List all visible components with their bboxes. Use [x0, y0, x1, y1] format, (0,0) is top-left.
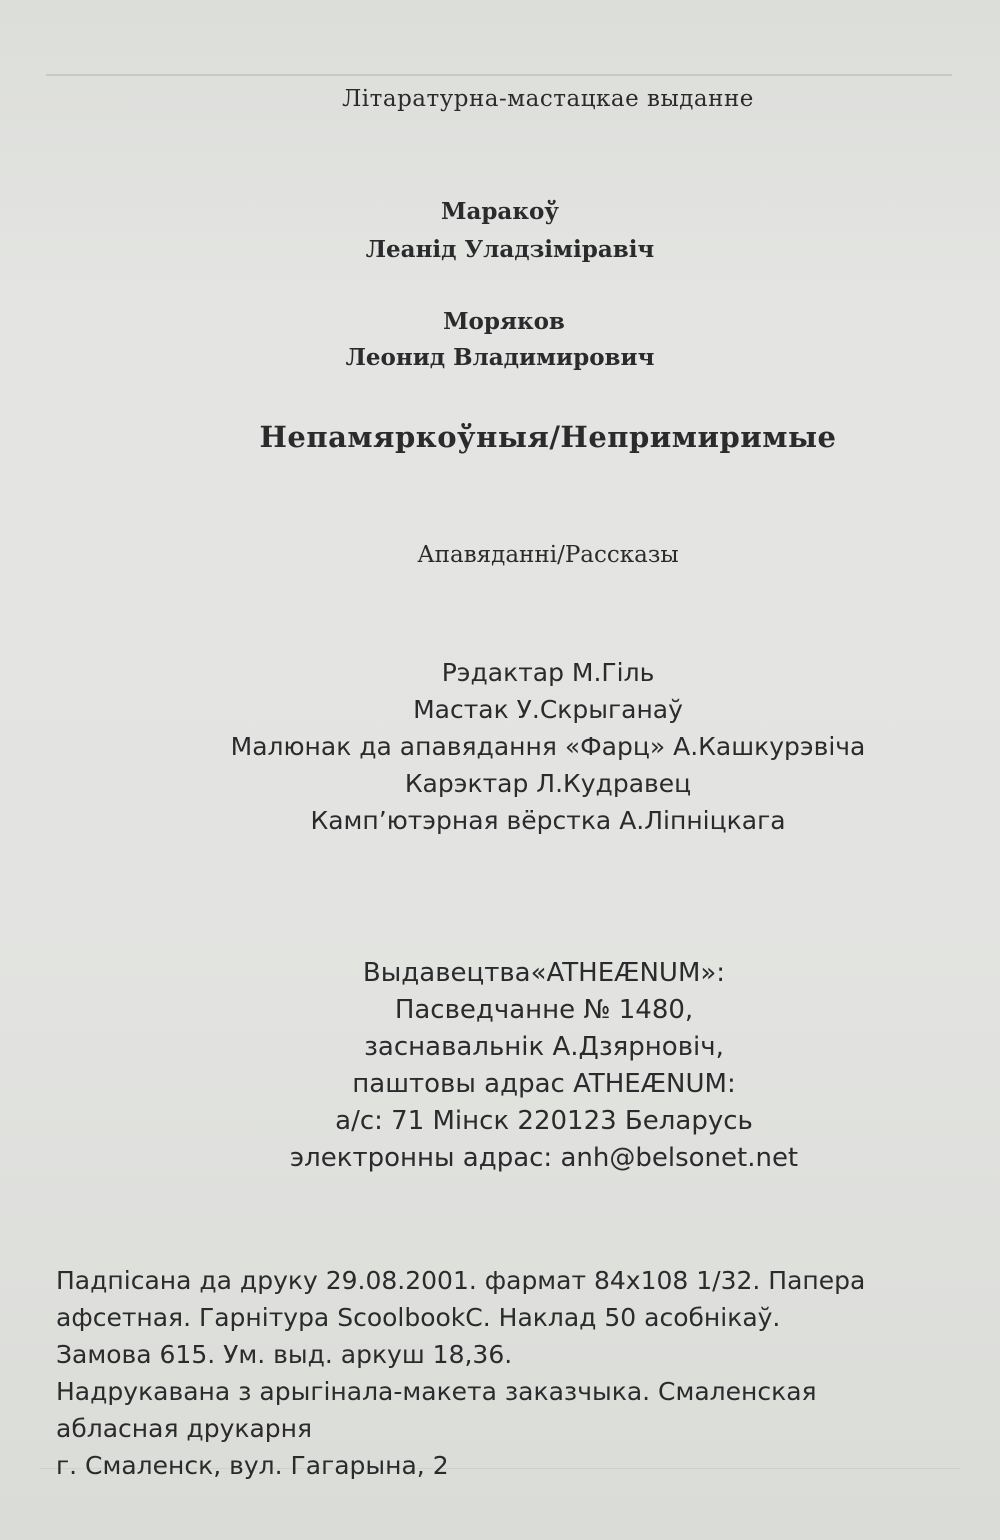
credit-editor: Рэдактар М.Гіль — [441, 658, 655, 687]
credits-block — [48, 654, 1000, 839]
credit-layout: Камп’ютэрная вёрстка А.Ліпніцкага — [310, 806, 786, 835]
print-details-line: Надрукавана з арыгінала-макета заказчыка. Смаленская — [56, 1377, 817, 1406]
print-details-line: абласная друкарня — [56, 1414, 313, 1443]
publisher-email: электронны адрас: anh@belsonet.net — [289, 1143, 799, 1173]
genre-label: Літаратурна-мастацкае выданне — [342, 86, 754, 112]
author-first-name-be: Леанід Уладзіміравіч — [365, 236, 655, 263]
publisher-postal-address: а/с: 71 Мінск 220123 Беларусь — [335, 1106, 753, 1136]
print-details-line: г. Смаленск, вул. Гагарына, 2 — [56, 1451, 449, 1480]
publisher-name: Выдавецтва«ATHEÆNUM»: — [362, 958, 726, 988]
print-details-line: Падпісана да друку 29.08.2001. фармат 84х108 1/32. Папера — [56, 1266, 866, 1295]
print-details-block — [56, 1262, 956, 1484]
publisher-license: Пасведчанне № 1480, — [394, 995, 694, 1025]
credit-illustration: Малюнак да апавядання «Фарц» А.Кашкурэвіча — [230, 732, 866, 761]
author-first-name-ru: Леонид Владимирович — [345, 344, 655, 371]
publisher-founder: заснавальнік А.Дзярновіч, — [364, 1032, 724, 1062]
credit-proofreader: Карэктар Л.Кудравец — [404, 769, 692, 798]
print-details-line: афсетная. Гарнітура ScoolbookC. Наклад 50 асобнікаў. — [56, 1303, 781, 1332]
print-details-line: Замова 615. Ум. выд. аркуш 18,36. — [56, 1340, 513, 1369]
credit-artist: Мастак У.Скрыганаў — [413, 695, 683, 724]
publisher-block — [44, 955, 1000, 1177]
book-title: Непамяркоўныя/Непримиримые — [259, 420, 837, 454]
author-last-name-ru: Моряков — [443, 308, 565, 335]
publisher-postal-label: паштовы адрас ATHEÆNUM: — [352, 1069, 736, 1099]
book-subtitle: Апавяданні/Рассказы — [417, 542, 679, 568]
ghost-header-rule — [46, 74, 952, 76]
author-last-name-be: Маракоў — [440, 198, 560, 225]
